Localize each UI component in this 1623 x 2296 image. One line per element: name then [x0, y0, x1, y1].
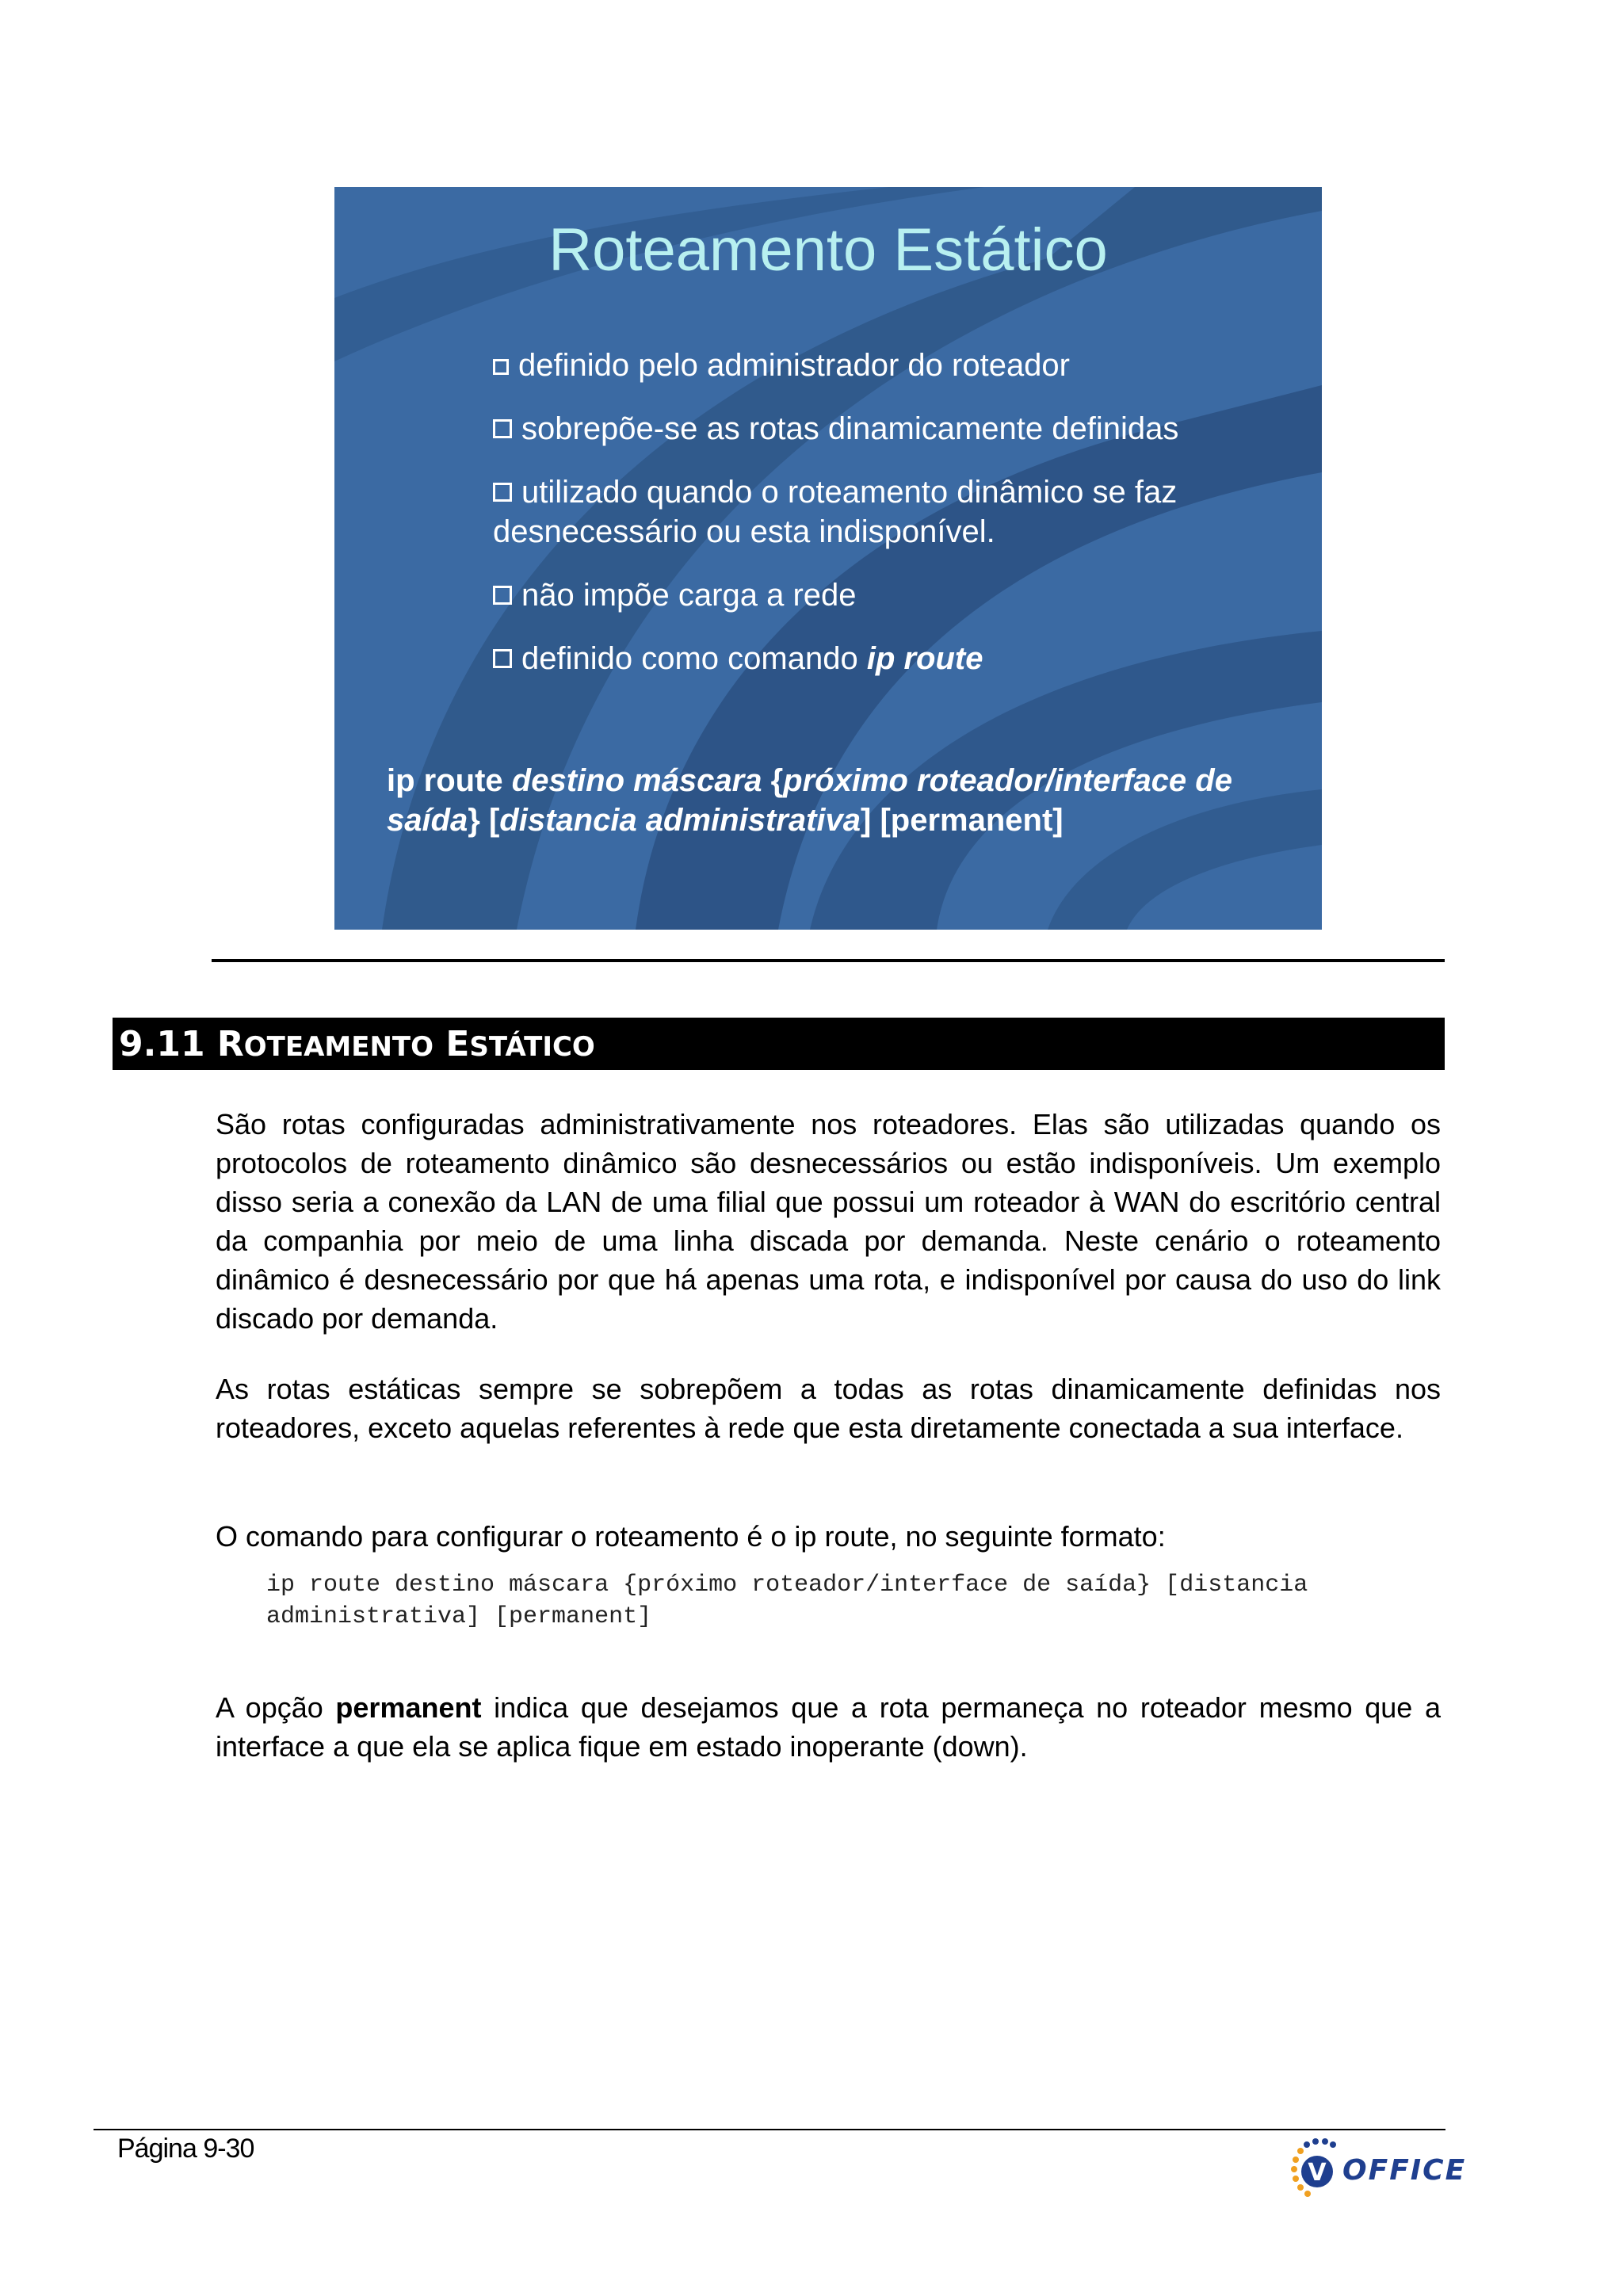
checkbox-icon — [493, 649, 512, 668]
slide-bullet-text: sobrepõe-se as rotas dinamicamente definidas — [521, 411, 1179, 446]
cmd-arg: destino máscara — [511, 763, 762, 798]
horizontal-rule — [212, 959, 1445, 962]
slide-bullet — [493, 409, 1206, 449]
logo-mark-letter: V — [1308, 2159, 1327, 2187]
cmd-keyword: ip route — [387, 763, 512, 798]
section-title-rest: STÁTICO — [469, 1031, 595, 1063]
slide-bullet-command: ip route — [866, 641, 983, 676]
paragraph: São rotas configuradas administrativamente nos roteadores. Elas são utilizadas quando os protocolos de roteamento dinâmico são desnecessários ou estão indisponíveis. Um exemplo disso seria a conexão da LAN de uma filial que possui um roteador à WAN do escritório central da companhia por meio de uma linha discada por demanda. Neste cenário o roteamento dinâmico é desnecessário por que há apenas uma rota, e indisponível por causa do uso do link discado por demanda. — [216, 1108, 1441, 1335]
slide-command-syntax — [387, 761, 1290, 840]
cmd-brace: } [ — [468, 803, 500, 838]
logo-mark-icon — [1284, 2132, 1347, 2211]
code-line: ip route destino máscara {próximo roteador/interface de saída} [distancia — [266, 1572, 1308, 1599]
slide-title: Roteamento Estático — [548, 216, 1108, 284]
cmd-option: ] [permanent] — [861, 803, 1064, 838]
paragraph-text: indica que desejamos que a rota permaneça no roteador mesmo que a interface a que ela se aplica fique em estado inoperante (down). — [216, 1691, 1441, 1763]
slide-bullet — [493, 575, 1206, 615]
cmd-arg: distancia administrativa — [499, 803, 861, 838]
slide-image — [334, 187, 1322, 930]
section-heading-bar — [113, 1018, 1445, 1070]
checkbox-icon — [493, 359, 509, 375]
paragraph: As rotas estáticas sempre se sobrepõem a todas as rotas dinamicamente definidas nos roteadores, exceto aquelas referentes à rede que esta diretamente conectada a sua interface. — [216, 1373, 1441, 1444]
slide-bullet-list — [493, 346, 1206, 702]
section-title-cap: E — [445, 1024, 470, 1064]
section-title-cap: R — [216, 1024, 244, 1064]
paragraph-text: A opção — [216, 1691, 336, 1724]
section-number: 9.11 — [119, 1024, 205, 1064]
paragraph-bold-term: permanent — [335, 1691, 482, 1724]
slide-bullet — [493, 472, 1206, 552]
page-number: Página 9-30 — [117, 2134, 254, 2164]
code-block — [266, 1569, 1447, 1633]
logo-text: OFFICE — [1342, 2154, 1467, 2187]
slide-bullet-text: não impõe carga a rede — [521, 578, 857, 613]
slide-bullet — [493, 346, 1206, 385]
section-title-rest: OTEAMENTO — [243, 1031, 434, 1063]
checkbox-icon — [493, 419, 512, 438]
cmd-brace: { — [762, 763, 784, 798]
cmd-arg: próximo roteador/interface de saída — [387, 763, 1232, 838]
paragraph: O comando para configurar o roteamento é o ip route, no seguinte formato: — [216, 1520, 1166, 1553]
paragraph — [216, 1688, 1441, 1766]
footer-rule — [94, 2129, 1445, 2130]
checkbox-icon — [493, 483, 512, 502]
slide-bullet-text: definido como comando — [521, 641, 867, 676]
section-heading — [119, 1026, 595, 1066]
slide-bullet-text: utilizado quando o roteamento dinâmico se faz desnecessário ou esta indisponível. — [493, 475, 1178, 549]
code-line: administrativa] [permanent] — [266, 1603, 652, 1630]
slide-bullet — [493, 639, 1206, 678]
office-logo — [1284, 2132, 1467, 2211]
checkbox-icon — [493, 586, 512, 605]
slide-bullet-text: definido pelo administrador do roteador — [518, 348, 1070, 383]
